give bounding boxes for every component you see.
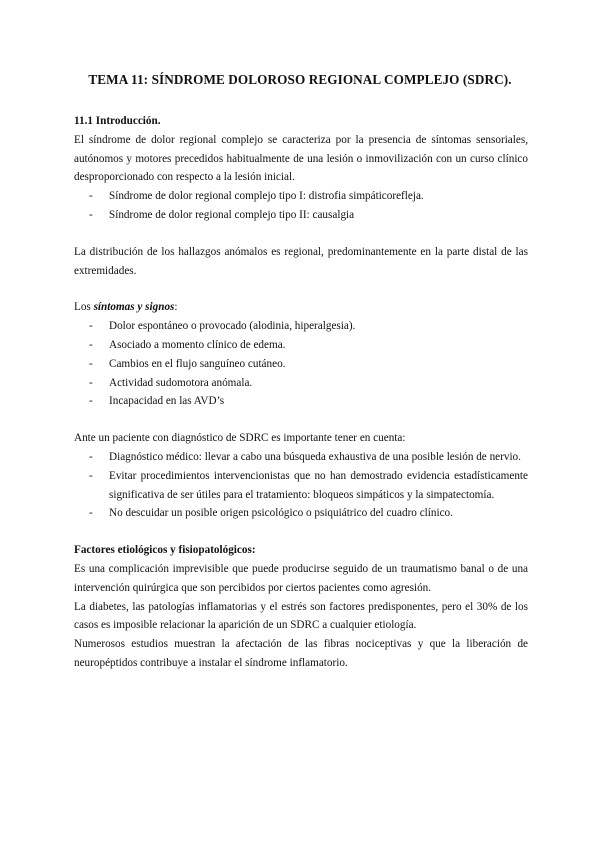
list-item: - Síndrome de dolor regional complejo tipo II: causalgia — [74, 206, 528, 225]
factors-paragraph: Es una complicación imprevisible que puede producirse seguido de un traumatismo banal o de una intervención quirúrgica que son percibidos por ciertos pacientes como agresión. — [74, 562, 528, 594]
list-item: - Evitar procedimientos intervencionistas que no han demostrado evidencia estadísticamente significativa de ser útiles para el tratamiento: bloqueos simpáticos y la simpatectomía. — [74, 467, 528, 505]
list-item: - Actividad sudomotora anómala. — [74, 374, 528, 393]
list-item: - Incapacidad en las AVD’s — [74, 392, 528, 411]
list-item: - Asociado a momento clínico de edema. — [74, 336, 528, 355]
list-item: - Síndrome de dolor regional complejo tipo I: distrofia simpáticorefleja. — [74, 187, 528, 206]
symptoms-list — [74, 317, 528, 411]
list-item: - Diagnóstico médico: llevar a cabo una búsqueda exhaustiva de una posible lesión de nervio. — [74, 448, 528, 467]
page-title: TEMA 11: SÍNDROME DOLOROSO REGIONAL COMPLEJO (SDRC). — [88, 72, 512, 87]
list-item: - Cambios en el flujo sanguíneo cutáneo. — [74, 355, 528, 374]
bullet-dash: - — [89, 507, 93, 520]
symptoms-lead: Los síntomas y signos: — [74, 301, 178, 314]
bullet-dash: - — [89, 395, 93, 408]
bullet-dash: - — [89, 450, 93, 463]
list-item: - No descuidar un posible origen psicológico o psiquiátrico del cuadro clínico. — [74, 504, 528, 523]
bullet-dash: - — [89, 190, 93, 203]
bullet-dash: - — [89, 208, 93, 221]
intro-paragraph: El síndrome de dolor regional complejo se caracteriza por la presencia de síntomas sensoriales, autónomos y motores precedidos habitualmente de una lesión o inmovilización con un curso clínico desproporcionado con respecto a la lesión inicial. — [74, 133, 528, 184]
type-list — [74, 187, 528, 225]
bullet-dash: - — [89, 376, 93, 389]
intro-heading: 11.1 Introducción. — [74, 115, 161, 127]
distribution-paragraph: La distribución de los hallazgos anómalos es regional, predominantemente en la parte distal de las extremidades. — [74, 245, 528, 277]
bullet-dash: - — [89, 320, 93, 333]
bullet-dash: - — [89, 469, 93, 482]
factors-paragraph: La diabetes, las patologías inflamatorias y el estrés son factores predisponentes, pero el 30% de los casos es imposible relacionar la aparición de un SDRC a cualquier etiología. — [74, 600, 528, 632]
document-body — [74, 112, 528, 673]
diagnosis-list — [74, 448, 528, 523]
diagnosis-lead: Ante un paciente con diagnóstico de SDRC es importante tener en cuenta: — [74, 432, 406, 445]
list-item: - Dolor espontáneo o provocado (alodinia, hiperalgesia). — [74, 317, 528, 336]
bullet-dash: - — [89, 338, 93, 351]
factors-heading: Factores etiológicos y fisiopatológicos: — [74, 544, 256, 557]
factors-paragraph: Numerosos estudios muestran la afectación de las fibras nociceptivas y que la liberación de neuropéptidos contribuye a instalar el síndrome inflamatorio. — [74, 638, 528, 669]
bullet-dash: - — [89, 357, 93, 370]
